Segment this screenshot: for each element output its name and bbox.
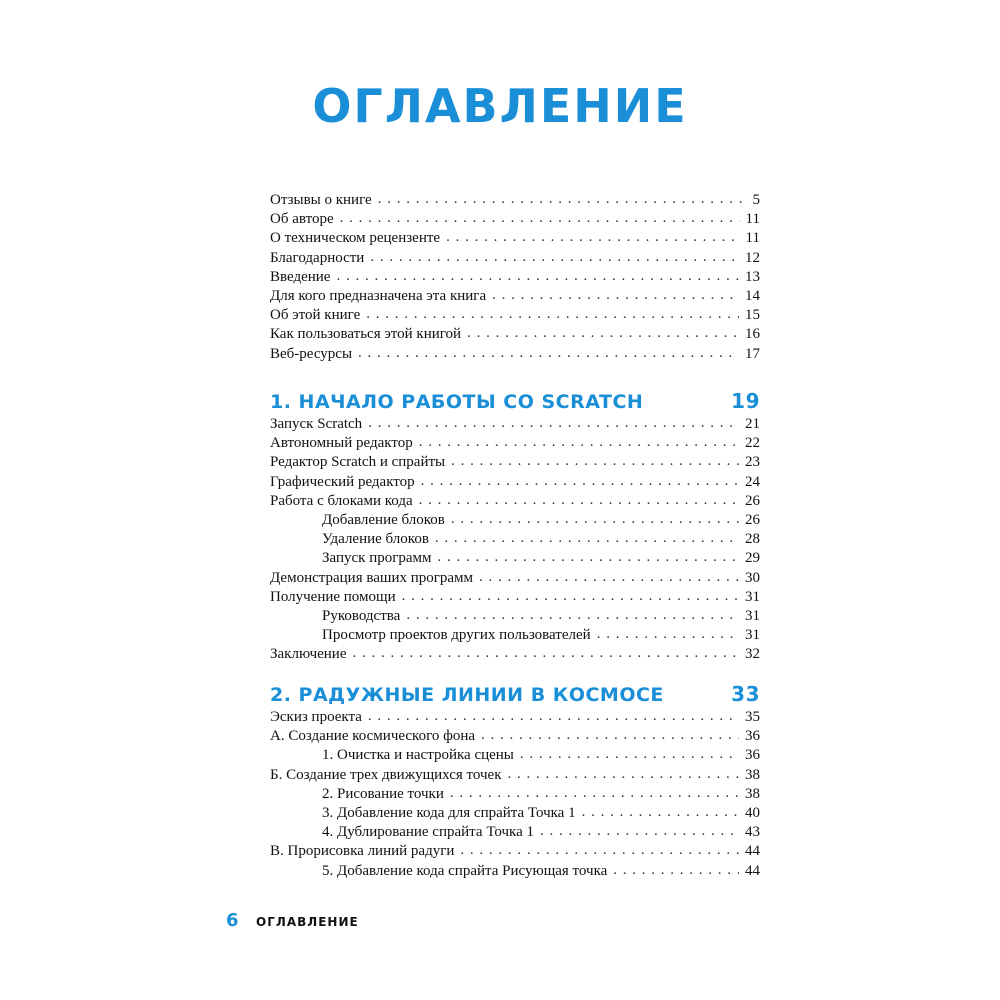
toc-entry-label: Благодарности <box>270 249 365 266</box>
toc-entry-page: 24 <box>745 473 760 490</box>
toc-leader-dots <box>406 606 739 625</box>
toc-entry-label: Демонстрация ваших программ <box>270 569 474 586</box>
toc-leader-dots <box>613 861 739 880</box>
toc-leader-dots <box>370 248 739 267</box>
toc-entry-label: Редактор Scratch и спрайты <box>270 454 446 471</box>
toc-chapter-1 <box>270 389 760 664</box>
toc-entry[interactable] <box>270 727 760 746</box>
toc-entry[interactable] <box>270 708 760 727</box>
toc-leader-dots <box>540 822 739 841</box>
toc-leader-dots <box>336 267 739 286</box>
chapter-title: 1. НАЧАЛО РАБОТЫ СО SCRATCH <box>270 391 644 413</box>
toc-leader-dots <box>438 548 739 567</box>
toc-entry-page: 31 <box>745 588 760 605</box>
toc-entry-page: 13 <box>745 268 760 285</box>
toc-entry-label: Как пользоваться этой книгой <box>270 326 462 343</box>
toc-entry-page: 36 <box>745 728 760 745</box>
toc-entry-page: 5 <box>752 192 760 208</box>
toc-entry-label: 2. Рисование точки <box>322 785 444 802</box>
toc-entry[interactable] <box>270 785 760 804</box>
toc-leader-dots <box>451 452 739 471</box>
chapter-entries <box>270 708 760 881</box>
toc-leader-dots <box>481 726 739 745</box>
toc-entry-page: 38 <box>745 766 760 783</box>
toc-entry[interactable] <box>270 287 760 306</box>
toc-entry-label: Графический редактор <box>270 473 415 490</box>
toc-entry[interactable] <box>270 325 760 344</box>
toc-entry-label: Заключение <box>270 646 347 663</box>
footer-title: ОГЛАВЛЕНИЕ <box>256 915 359 929</box>
toc-entry-page: 44 <box>745 862 760 879</box>
toc-entry[interactable] <box>270 249 760 268</box>
toc-leader-dots <box>492 286 739 305</box>
toc-intro-section <box>270 191 760 364</box>
toc-entry-page: 12 <box>745 249 760 266</box>
toc-entry-page: 11 <box>745 230 760 247</box>
toc-entry[interactable] <box>270 492 760 511</box>
toc-entry[interactable] <box>270 823 760 842</box>
toc-entry[interactable] <box>270 434 760 453</box>
toc-leader-dots <box>368 707 739 726</box>
toc-entry-page: 16 <box>745 326 760 343</box>
toc-entry-label: Веб-ресурсы <box>270 345 353 362</box>
toc-entry[interactable] <box>270 229 760 248</box>
toc-leader-dots <box>508 765 740 784</box>
toc-entry-label: Автономный редактор <box>270 435 413 452</box>
toc-entry-page: 26 <box>745 511 760 528</box>
toc-entry-label: Эскиз проекта <box>270 709 362 725</box>
toc-entry[interactable] <box>270 473 760 492</box>
toc-entry-page: 35 <box>745 709 760 725</box>
chapter-page-number: 33 <box>731 682 760 706</box>
toc-entry[interactable] <box>270 210 760 229</box>
toc-entry[interactable] <box>270 191 760 210</box>
toc-leader-dots <box>467 324 739 343</box>
footer-page-number: 6 <box>226 910 239 931</box>
chapter-entries <box>270 415 760 664</box>
toc-entry[interactable] <box>270 268 760 287</box>
toc-entry[interactable] <box>270 626 760 645</box>
toc-entry-label: Добавление блоков <box>322 511 445 528</box>
toc-entry-page: 15 <box>745 307 760 324</box>
toc-leader-dots <box>435 529 739 548</box>
toc-entry-label: 1. Очистка и настройка сцены <box>322 747 514 764</box>
chapter-heading[interactable] <box>270 389 760 415</box>
toc-entry-label: А. Создание космического фона <box>270 728 476 745</box>
toc-entry-page: 14 <box>745 287 760 304</box>
toc-entry-label: Просмотр проектов других пользователей <box>322 627 591 644</box>
toc-entry-label: В. Прорисовка линий радуги <box>270 843 455 860</box>
toc-entry-page: 11 <box>745 211 760 228</box>
toc-leader-dots <box>419 433 739 452</box>
toc-leader-dots <box>479 568 739 587</box>
toc-entry[interactable] <box>270 842 760 861</box>
toc-entry-label: 3. Добавление кода для спрайта Точка 1 <box>322 804 576 821</box>
toc-entry-label: 4. Дублирование спрайта Точка 1 <box>322 824 534 841</box>
toc-entry[interactable] <box>270 306 760 325</box>
toc-entry-page: 26 <box>745 492 760 509</box>
toc-entry-label: Удаление блоков <box>322 531 429 548</box>
toc-entry-page: 32 <box>745 646 760 663</box>
toc-entry-label: Запуск Scratch <box>270 416 363 432</box>
toc-chapter-2 <box>270 682 760 881</box>
toc-leader-dots <box>378 190 747 209</box>
toc-leader-dots <box>450 784 739 803</box>
toc-leader-dots <box>353 644 740 663</box>
page-footer <box>226 910 359 931</box>
toc-entry-page: 22 <box>745 435 760 452</box>
toc-entry-label: О техническом рецензенте <box>270 230 441 247</box>
toc-entry-label: Работа с блоками кода <box>270 492 413 509</box>
toc-leader-dots <box>340 209 740 228</box>
toc-leader-dots <box>460 841 739 860</box>
toc-leader-dots <box>446 228 739 247</box>
toc-entry[interactable] <box>270 607 760 626</box>
toc-entry-page: 29 <box>745 550 760 567</box>
toc-entry-label: Руководства <box>322 607 401 624</box>
toc-entry-page: 30 <box>745 569 760 586</box>
toc-entry[interactable] <box>270 766 760 785</box>
toc-entry[interactable] <box>270 549 760 568</box>
toc-leader-dots <box>451 510 739 529</box>
toc-entry-page: 43 <box>745 824 760 841</box>
toc-leader-dots <box>358 344 739 363</box>
toc-entry-page: 44 <box>745 843 760 860</box>
toc-entry-page: 17 <box>745 345 760 362</box>
toc-entry-label: Об авторе <box>270 211 334 228</box>
toc-leader-dots <box>368 414 739 433</box>
toc-entry-label: Запуск программ <box>322 550 432 567</box>
toc-entry[interactable] <box>270 746 760 765</box>
toc-leader-dots <box>402 587 739 606</box>
page-title: ОГЛАВЛЕНИЕ <box>312 79 688 133</box>
toc-entry-page: 23 <box>745 454 760 471</box>
toc-entry-page: 31 <box>745 627 760 644</box>
toc-leader-dots <box>421 472 739 491</box>
chapter-heading[interactable] <box>270 682 760 708</box>
toc-entry[interactable] <box>270 804 760 823</box>
toc-leader-dots <box>520 745 739 764</box>
chapter-title: 2. РАДУЖНЫЕ ЛИНИИ В КОСМОСЕ <box>270 684 664 706</box>
chapter-page-number: 19 <box>731 389 760 413</box>
toc-entry[interactable] <box>270 645 760 664</box>
toc-entry[interactable] <box>270 569 760 588</box>
toc-entry-label: 5. Добавление кода спрайта Рисующая точка <box>322 862 608 879</box>
toc-entry[interactable] <box>270 511 760 530</box>
toc-entry-page: 31 <box>745 607 760 624</box>
toc-leader-dots <box>597 625 739 644</box>
toc-entry[interactable] <box>270 415 760 434</box>
toc-entry-page: 28 <box>745 531 760 548</box>
toc-entry-label: Отзывы о книге <box>270 192 372 208</box>
toc-entry-page: 21 <box>745 416 760 432</box>
toc-entry-label: Б. Создание трех движущихся точек <box>270 766 502 783</box>
toc-entry[interactable] <box>270 530 760 549</box>
toc-leader-dots <box>419 491 739 510</box>
toc-entry-label: Для кого предназначена эта книга <box>270 287 487 304</box>
toc-entry-label: Получение помощи <box>270 588 396 605</box>
toc-leader-dots <box>582 803 739 822</box>
toc-entry-page: 36 <box>745 747 760 764</box>
toc-entry-label: Введение <box>270 268 331 285</box>
toc-entry-page: 38 <box>745 785 760 802</box>
toc-entry-page: 40 <box>745 804 760 821</box>
toc-entry[interactable] <box>270 588 760 607</box>
toc-entry[interactable] <box>270 862 760 881</box>
toc-leader-dots <box>366 305 739 324</box>
toc-entry[interactable] <box>270 453 760 472</box>
toc-entry-label: Об этой книге <box>270 307 361 324</box>
toc-entry[interactable] <box>270 345 760 364</box>
